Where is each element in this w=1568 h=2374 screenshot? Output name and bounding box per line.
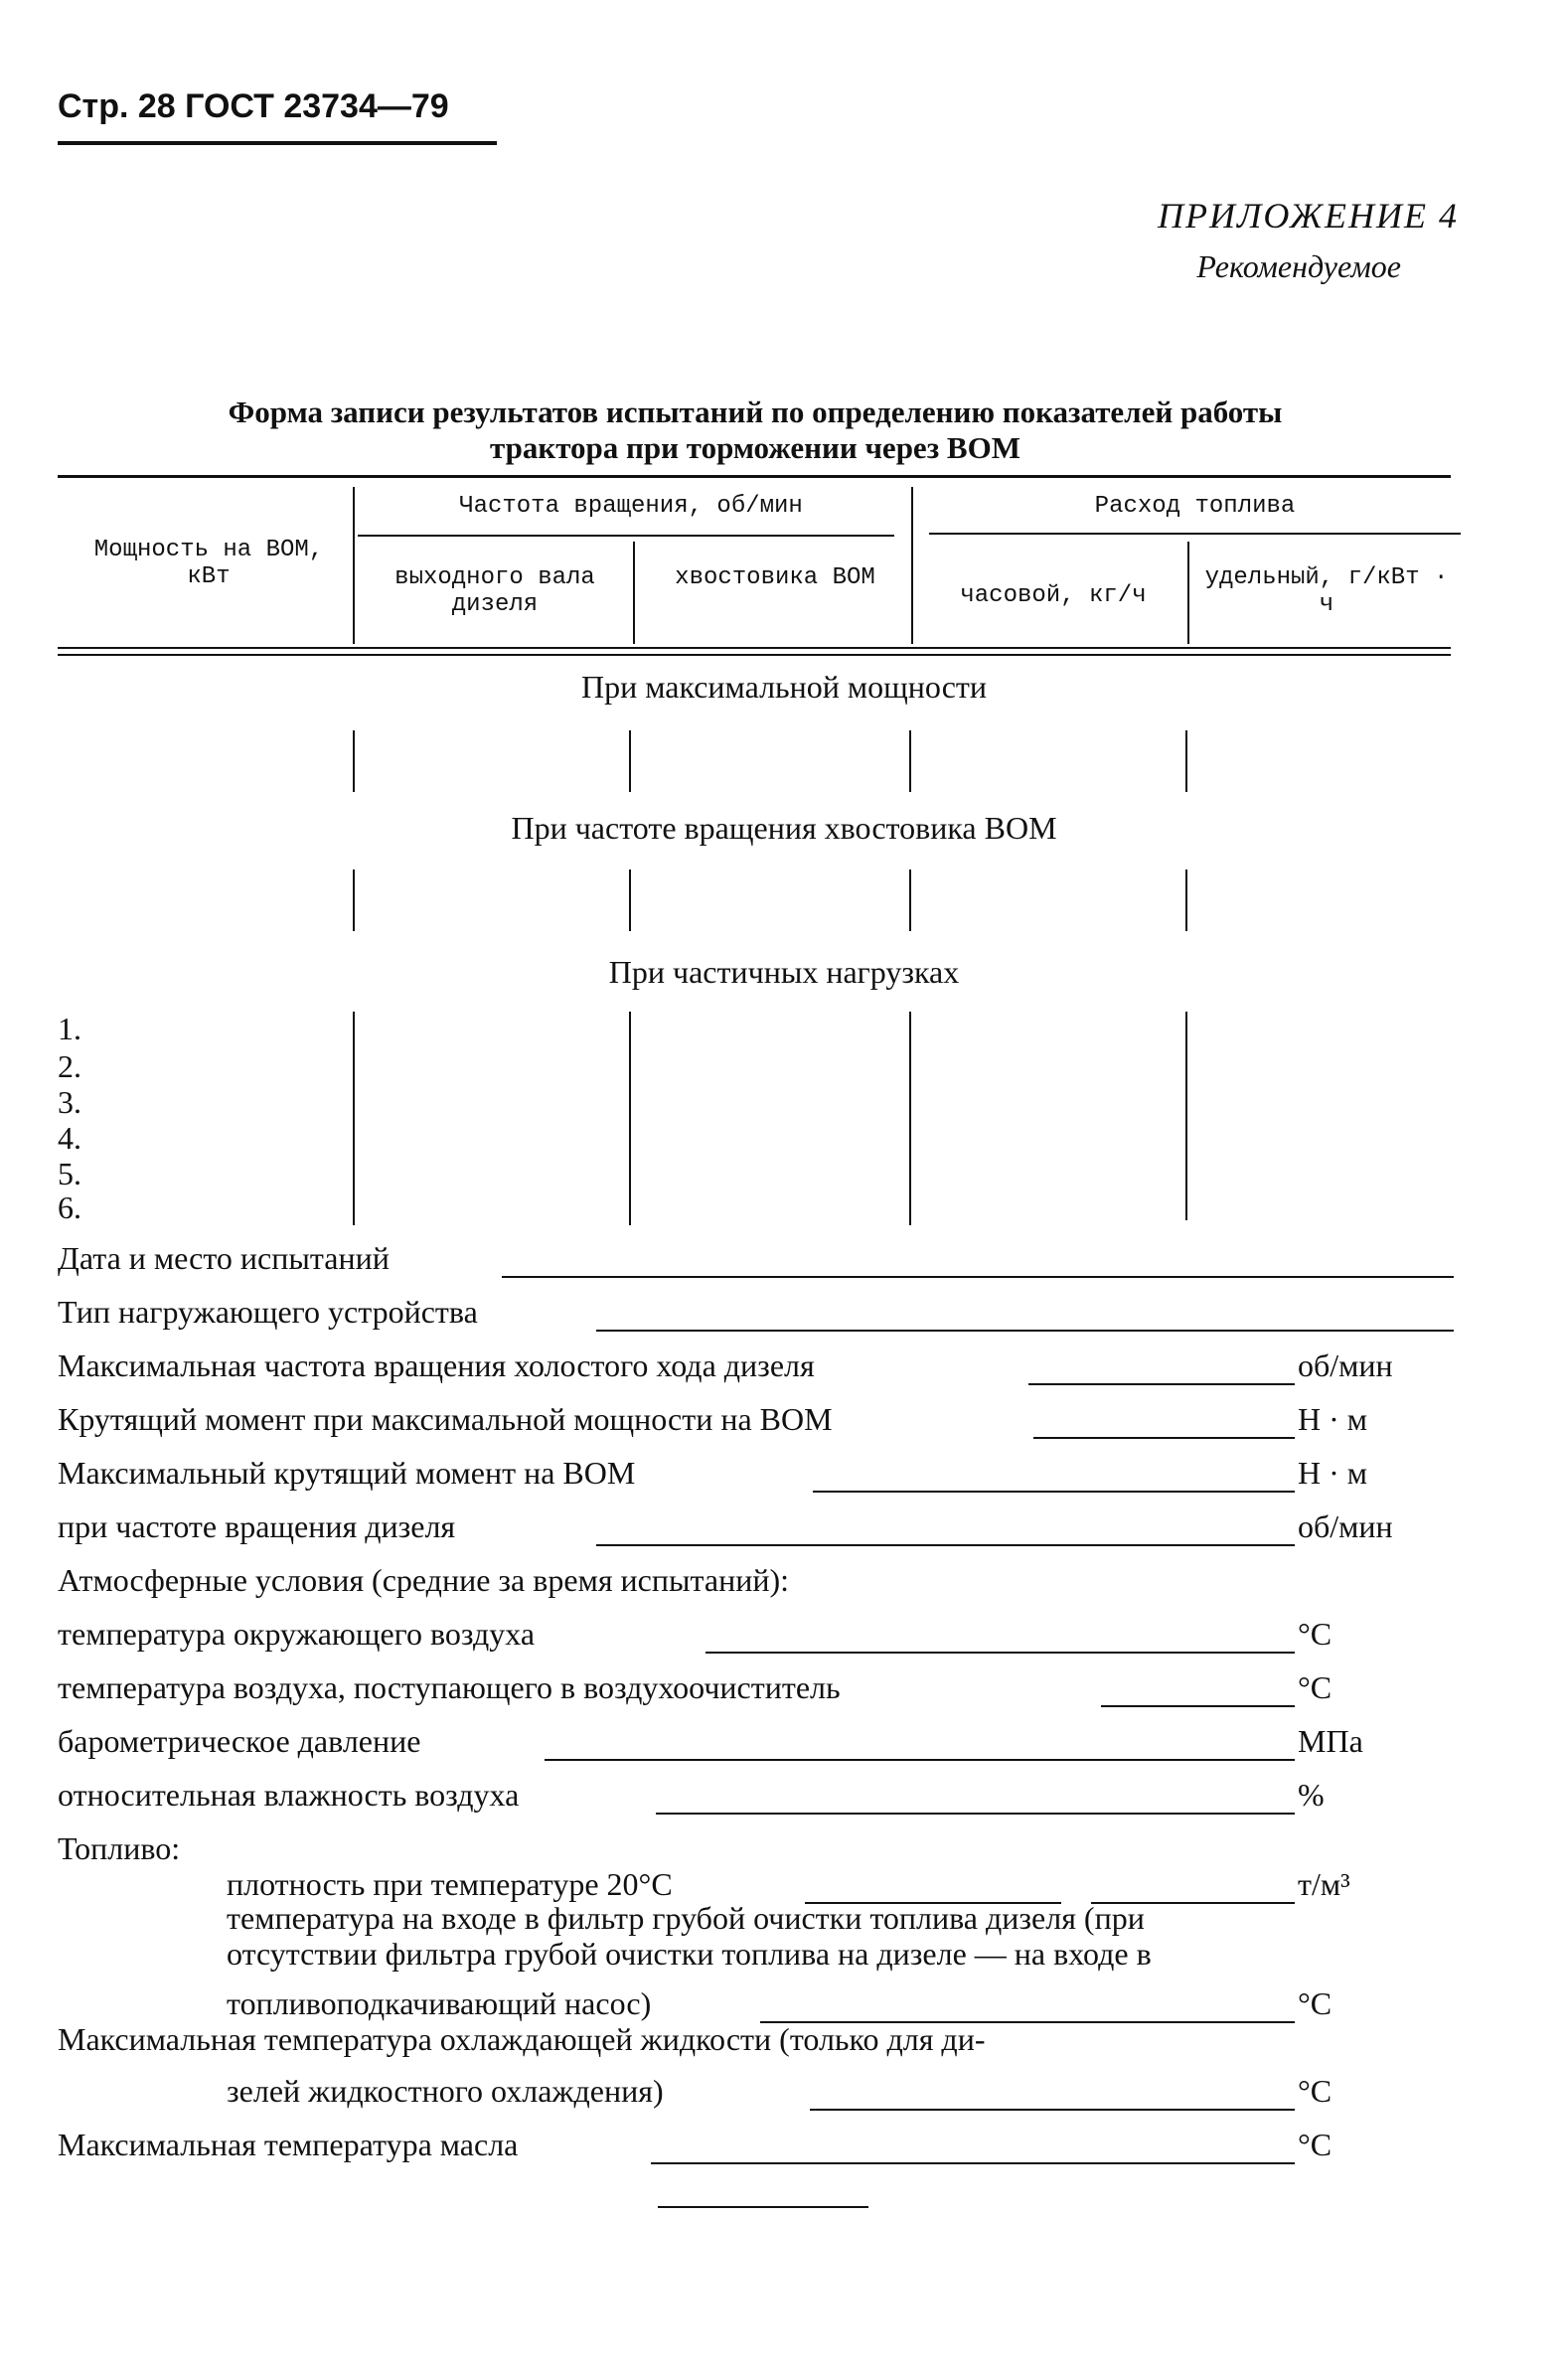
field-unit: Н · м	[1298, 1455, 1368, 1491]
fill-line[interactable]	[813, 1491, 1295, 1493]
fill-line[interactable]	[656, 1813, 1295, 1815]
field-unit: об/мин	[1298, 1347, 1393, 1383]
section-max-power: При максимальной мощности	[581, 669, 987, 705]
field-unit: т/м³	[1298, 1866, 1350, 1902]
fill-line[interactable]	[1101, 1705, 1295, 1707]
appendix-title: ПРИЛОЖЕНИЕ 4	[1158, 196, 1459, 236]
field-label: температура воздуха, поступающего в воздухоочиститель	[58, 1669, 841, 1705]
field-label: топливоподкачивающий насос)	[227, 1985, 652, 2021]
fuel-group-rule	[929, 533, 1461, 535]
field-label: Максимальная температура масла	[58, 2127, 519, 2162]
col-hourly-header: часовой, кг/ч	[960, 582, 1147, 609]
field-label: относительная влажность воздуха	[58, 1777, 520, 1813]
col-line	[629, 870, 631, 931]
field-label: Максимальный крутящий момент на ВОМ	[58, 1455, 636, 1491]
header-rule	[58, 141, 497, 145]
table-top-rule	[58, 475, 1451, 478]
field-label: температура окружающего воздуха	[58, 1616, 536, 1652]
field-unit: %	[1298, 1777, 1325, 1813]
field-unit: МПа	[1298, 1723, 1363, 1759]
col-line	[629, 1012, 631, 1225]
field-unit: °С	[1298, 2073, 1333, 2109]
field-unit: об/мин	[1298, 1508, 1393, 1544]
table-header-rule-2	[58, 654, 1451, 656]
col-line	[909, 870, 911, 931]
fill-line[interactable]	[596, 1544, 1295, 1546]
col-diesel-shaft-header: выходного вала дизеля	[394, 564, 595, 618]
col-pto-shank-header: хвостовика ВОМ	[675, 564, 875, 591]
row-number: 4.	[58, 1120, 81, 1156]
field-label: отсутствии фильтра грубой очистки топлива на дизеле — на входе в	[227, 1936, 1152, 1972]
fill-line[interactable]	[545, 1759, 1295, 1761]
appendix-subtitle: Рекомендуемое	[1196, 248, 1401, 284]
col-divider-1	[353, 487, 355, 644]
col-line	[353, 730, 355, 792]
section-label: Топливо:	[58, 1830, 181, 1866]
field-label: зелей жидкостного охлаждения)	[227, 2073, 664, 2109]
col-line	[1185, 870, 1187, 931]
field-label: при частоте вращения дизеля	[58, 1508, 456, 1544]
fill-line[interactable]	[810, 2109, 1295, 2111]
row-number: 1.	[58, 1011, 81, 1046]
row-number: 2.	[58, 1048, 81, 1084]
col-divider-4	[1187, 542, 1189, 644]
section-label: Атмосферные условия (средние за время испытаний):	[58, 1562, 789, 1598]
col-line	[909, 1012, 911, 1225]
field-unit: Н · м	[1298, 1401, 1368, 1437]
field-label: Максимальная частота вращения холостого хода дизеля	[58, 1347, 815, 1383]
fill-line[interactable]	[651, 2162, 1295, 2164]
col-line	[353, 870, 355, 931]
fill-line[interactable]	[1028, 1383, 1295, 1385]
fill-line[interactable]	[596, 1330, 1454, 1332]
section-partial-loads: При частичных нагрузках	[608, 954, 960, 990]
row-number: 5.	[58, 1156, 81, 1191]
col-line	[1185, 1012, 1187, 1220]
section-pto-rotation: При частоте вращения хвостовика ВОМ	[511, 810, 1057, 846]
field-label: Максимальная температура охлаждающей жидкости (только для ди-	[58, 2021, 986, 2057]
form-title-line-1: Форма записи результатов испытаний по определению показателей работы	[228, 395, 1283, 429]
form-title-line-2: трактора при торможении через ВОМ	[490, 430, 1020, 465]
field-unit: °С	[1298, 1985, 1333, 2021]
col-line	[909, 730, 911, 792]
col-divider-2	[633, 542, 635, 644]
col-line	[629, 730, 631, 792]
fuel-group-header: Расход топлива	[1094, 493, 1296, 520]
table-header-rule	[58, 647, 1451, 649]
fill-line[interactable]	[502, 1276, 1454, 1278]
row-number: 6.	[58, 1189, 81, 1225]
col-divider-3	[911, 487, 913, 644]
rotation-group-rule	[358, 535, 894, 537]
field-unit: °С	[1298, 1616, 1333, 1652]
field-label: Тип нагружающего устройства	[58, 1294, 478, 1330]
fill-line[interactable]	[706, 1652, 1295, 1654]
field-unit: °С	[1298, 2127, 1333, 2162]
field-label: температура на входе в фильтр грубой очистки топлива дизеля (при	[227, 1900, 1145, 1936]
col-specific-header: удельный, г/кВт · ч	[1204, 564, 1449, 618]
field-label: плотность при температуре 20°С	[227, 1866, 673, 1902]
field-label: Крутящий момент при максимальной мощности на ВОМ	[58, 1401, 833, 1437]
col-line	[1185, 730, 1187, 792]
col-power-header: Мощность на ВОМ, кВт	[93, 537, 324, 590]
field-label: барометрическое давление	[58, 1723, 421, 1759]
row-number: 3.	[58, 1084, 81, 1120]
fill-line[interactable]	[1033, 1437, 1295, 1439]
rotation-group-header: Частота вращения, об/мин	[459, 493, 803, 520]
page-header: Стр. 28 ГОСТ 23734—79	[58, 87, 449, 125]
col-line	[353, 1012, 355, 1225]
field-label: Дата и место испытаний	[58, 1240, 390, 1276]
field-unit: °С	[1298, 1669, 1333, 1705]
closing-rule	[658, 2206, 868, 2208]
